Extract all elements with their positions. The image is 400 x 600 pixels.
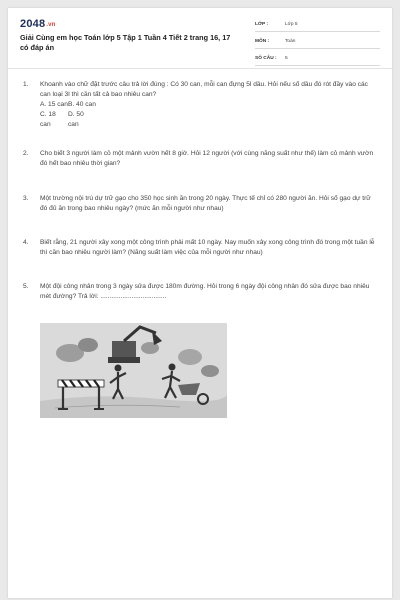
meta-value: 5 (285, 56, 288, 61)
meta-label: SỐ CÂU : (255, 56, 277, 61)
question-text: Một đội công nhân trong 3 ngày sửa được 180m đường. Hỏi trong 6 ngày đội công nhân đó sửa được bao nhiêu mét đường? Trả lời: .................................... (40, 283, 370, 300)
answer-options-row (40, 100, 378, 110)
meta-value: Toán (285, 39, 296, 44)
question-number: 2. (23, 150, 29, 157)
question-number: 3. (23, 195, 29, 202)
question-text: Cho biết 3 người làm cỏ một mảnh vườn hết 8 giờ. Hỏi 12 người (với cùng năng suất như thế) làm cỏ mảnh vườn đó hết bao nhiêu thời gian? (40, 150, 374, 167)
option-d[interactable]: D. 50 can (68, 111, 84, 128)
question-4 (23, 238, 378, 258)
option-a[interactable]: A. 15 can (40, 101, 68, 108)
site-logo[interactable] (20, 18, 56, 30)
logo-suffix: .vn (46, 22, 56, 28)
question-3 (23, 194, 378, 214)
question-number: 4. (23, 239, 29, 246)
meta-label: MÔN : (255, 39, 270, 44)
question-5 (23, 282, 378, 302)
option-b[interactable]: B. 40 can (68, 101, 96, 108)
road-work-drawing (40, 323, 227, 418)
question-1 (23, 80, 378, 130)
meta-row-class (255, 18, 380, 32)
question-number: 5. (23, 283, 29, 290)
road-work-illustration (40, 323, 227, 418)
worksheet-page (8, 8, 392, 598)
option-c[interactable]: C. 18 can (40, 111, 56, 128)
question-2 (23, 149, 378, 169)
question-number: 1. (23, 81, 29, 88)
question-text: Một trường nội trú dự trữ gạo cho 350 học sinh ăn trong 20 ngày. Thực tế chỉ có 280 người ăn. Hỏi số gạo dự trữ đó đủ ăn trong bao nhiêu ngày? (mức ăn mỗi người như nhau) (40, 195, 371, 212)
page-title: Giải Cùng em học Toán lớp 5 Tập 1 Tuần 4 Tiết 2 trang 16, 17 có đáp án (20, 33, 231, 52)
meta-panel (255, 18, 380, 69)
meta-value: Lớp 5 (285, 22, 298, 27)
question-text: Biết rằng, 21 người xây xong một công trình phải mất 10 ngày. Nay muốn xây xong công trình đó trong một tuần lễ thì cần bao nhiêu người làm? (Năng suất làm việc của mỗi người như nhau) (40, 239, 375, 256)
answer-options-row (40, 110, 378, 130)
logo-main: 2048 (20, 18, 46, 30)
question-text: Khoanh vào chữ đặt trước câu trả lời đúng : Có 30 can, mỗi can đựng 5l dầu. Hỏi nếu số dầu đó rót đầy vào các can loại 3l thì cần tất cả bao nhiêu can? (40, 81, 368, 98)
meta-row-count (255, 52, 380, 66)
header-divider (8, 68, 392, 69)
meta-label: LỚP : (255, 22, 269, 27)
meta-row-subject (255, 35, 380, 49)
